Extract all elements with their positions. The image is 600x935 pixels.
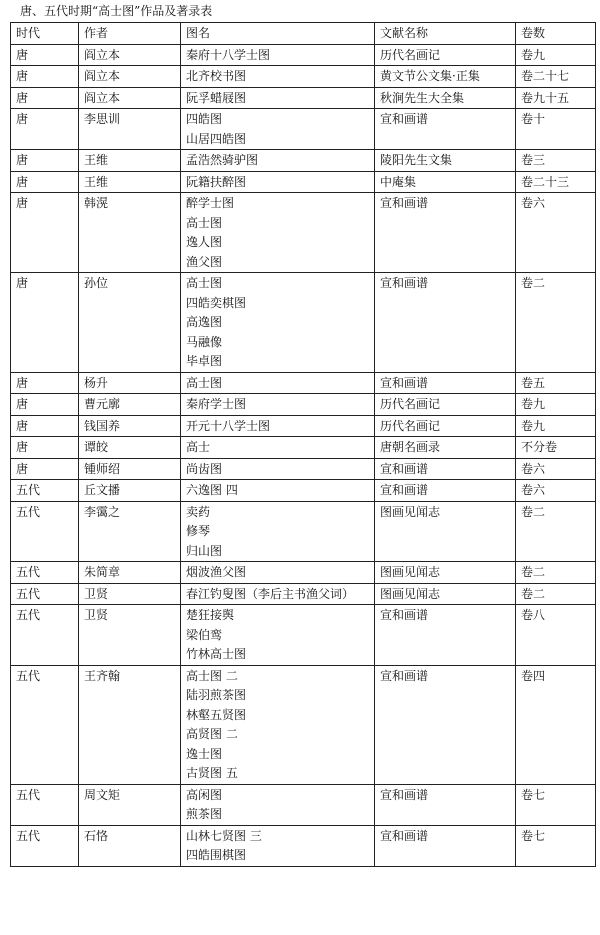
cell-source: 陵阳先生文集 (375, 150, 516, 172)
work-title: 高贤图 二 (186, 727, 238, 741)
table-row (11, 87, 596, 109)
cell-titles (181, 501, 375, 562)
cell-titles (181, 171, 375, 193)
table-header-row (11, 23, 596, 45)
cell-volume: 卷六 (516, 480, 596, 502)
work-title: 马融像 (186, 334, 223, 349)
cell-source: 历代名画记 (375, 394, 516, 416)
cell-source: 中庵集 (375, 171, 516, 193)
cell-era: 唐 (11, 394, 79, 416)
cell-source: 宣和画谱 (375, 825, 516, 866)
cell-titles (181, 437, 375, 459)
work-title: 渔父图 (186, 254, 223, 269)
table-caption: 唐、五代时期“高士图”作品及著录表 (20, 4, 213, 18)
cell-source: 宣和画谱 (375, 193, 516, 273)
cell-source: 宣和画谱 (375, 372, 516, 394)
cell-source: 唐朝名画录 (375, 437, 516, 459)
cell-volume: 卷九十五 (516, 87, 596, 109)
cell-era: 五代 (11, 825, 79, 866)
cell-titles (181, 150, 375, 172)
work-title: 高士图 (186, 215, 223, 230)
work-title: 归山图 (186, 543, 223, 558)
table-row (11, 273, 596, 373)
cell-era: 唐 (11, 193, 79, 273)
work-title: 逸人图 (186, 235, 223, 249)
header-volume: 卷数 (516, 23, 596, 45)
work-title: 尚齿图 (186, 461, 223, 476)
table-row (11, 415, 596, 437)
table-body (11, 44, 596, 866)
work-title: 六逸图 四 (186, 483, 238, 497)
cell-titles (181, 372, 375, 394)
work-title: 春江钓叟图（李后主书渔父词） (186, 586, 355, 601)
table-row (11, 437, 596, 459)
cell-author: 王维 (79, 150, 181, 172)
header-source: 文献名称 (375, 23, 516, 45)
cell-titles (181, 87, 375, 109)
cell-volume: 卷十 (516, 109, 596, 150)
cell-era: 唐 (11, 273, 79, 373)
cell-era: 五代 (11, 562, 79, 584)
cell-author: 卫贤 (79, 605, 181, 666)
work-title: 山居四皓图 (186, 131, 247, 146)
work-title: 北齐校书图 (186, 69, 247, 83)
work-title: 高士图 二 (186, 668, 238, 683)
cell-titles (181, 458, 375, 480)
work-title: 卖药 (186, 504, 211, 519)
header-era: 时代 (11, 23, 79, 45)
cell-volume: 卷二 (516, 273, 596, 373)
cell-titles (181, 109, 375, 150)
table-row (11, 150, 596, 172)
cell-source: 宣和画谱 (375, 784, 516, 825)
table-row (11, 372, 596, 394)
cell-author: 阎立本 (79, 44, 181, 66)
cell-volume: 卷二十三 (516, 171, 596, 193)
cell-titles (181, 273, 375, 373)
work-title: 阮孚蜡屐图 (186, 90, 247, 105)
cell-author: 曹元廓 (79, 394, 181, 416)
cell-era: 唐 (11, 372, 79, 394)
cell-author: 孙位 (79, 273, 181, 373)
work-title: 林壑五贤图 (186, 707, 247, 722)
cell-source: 宣和画谱 (375, 273, 516, 373)
work-title: 四皓图 (186, 112, 223, 126)
work-title: 高闲图 (186, 787, 223, 802)
work-title: 高士 (186, 440, 211, 454)
cell-author: 朱简章 (79, 562, 181, 584)
cell-source: 秋涧先生大全集 (375, 87, 516, 109)
cell-source: 宣和画谱 (375, 605, 516, 666)
cell-author: 丘文播 (79, 480, 181, 502)
work-title: 梁伯鸾 (186, 627, 223, 642)
cell-author: 卫贤 (79, 583, 181, 605)
cell-titles (181, 665, 375, 784)
cell-source: 宣和画谱 (375, 665, 516, 784)
cell-era: 唐 (11, 415, 79, 437)
table-row (11, 458, 596, 480)
cell-source: 历代名画记 (375, 415, 516, 437)
cell-source: 宣和画谱 (375, 480, 516, 502)
cell-titles (181, 66, 375, 88)
cell-volume: 卷二 (516, 562, 596, 584)
table-row (11, 562, 596, 584)
table-row (11, 665, 596, 784)
work-title: 孟浩然骑驴图 (186, 153, 259, 167)
cell-volume: 卷五 (516, 372, 596, 394)
cell-era: 五代 (11, 784, 79, 825)
work-title: 煎茶图 (186, 807, 223, 821)
cell-source: 宣和画谱 (375, 109, 516, 150)
cell-author: 阎立本 (79, 87, 181, 109)
cell-volume: 卷九 (516, 394, 596, 416)
cell-source: 图画见闻志 (375, 583, 516, 605)
cell-source: 历代名画记 (375, 44, 516, 66)
work-title: 逸士图 (186, 746, 223, 761)
work-title: 山林七贤图 三 (186, 828, 262, 843)
works-table (10, 22, 596, 867)
cell-era: 五代 (11, 605, 79, 666)
cell-source: 宣和画谱 (375, 458, 516, 480)
header-title: 图名 (181, 23, 375, 45)
work-title: 高逸图 (186, 315, 223, 329)
cell-author: 周文矩 (79, 784, 181, 825)
cell-era: 五代 (11, 583, 79, 605)
cell-volume: 卷四 (516, 665, 596, 784)
cell-era: 五代 (11, 665, 79, 784)
cell-titles (181, 784, 375, 825)
cell-author: 石恪 (79, 825, 181, 866)
work-title: 高士图 (186, 375, 223, 390)
table-row (11, 394, 596, 416)
table-row (11, 825, 596, 866)
cell-era: 唐 (11, 171, 79, 193)
cell-author: 王维 (79, 171, 181, 193)
work-title: 古贤图 五 (186, 766, 238, 780)
table-row (11, 44, 596, 66)
work-title: 陆羽煎茶图 (186, 688, 247, 702)
cell-source: 图画见闻志 (375, 562, 516, 584)
cell-era: 唐 (11, 87, 79, 109)
cell-volume: 卷九 (516, 44, 596, 66)
cell-volume: 卷三 (516, 150, 596, 172)
cell-author: 韩滉 (79, 193, 181, 273)
header-author: 作者 (79, 23, 181, 45)
cell-titles (181, 480, 375, 502)
work-title: 烟波渔父图 (186, 565, 247, 579)
cell-volume: 卷六 (516, 193, 596, 273)
cell-volume: 不分卷 (516, 437, 596, 459)
cell-volume: 卷八 (516, 605, 596, 666)
work-title: 高士图 (186, 276, 223, 290)
table-row (11, 171, 596, 193)
cell-era: 五代 (11, 501, 79, 562)
table-row (11, 583, 596, 605)
cell-source: 黄文节公文集·正集 (375, 66, 516, 88)
table-row (11, 605, 596, 666)
cell-author: 锺师绍 (79, 458, 181, 480)
table-row (11, 480, 596, 502)
cell-titles (181, 562, 375, 584)
cell-volume: 卷二 (516, 501, 596, 562)
work-title: 开元十八学士图 (186, 418, 271, 433)
cell-author: 谭皎 (79, 437, 181, 459)
cell-titles (181, 415, 375, 437)
cell-titles (181, 605, 375, 666)
cell-author: 李霭之 (79, 501, 181, 562)
cell-author: 阎立本 (79, 66, 181, 88)
table-row (11, 109, 596, 150)
cell-volume: 卷九 (516, 415, 596, 437)
cell-era: 唐 (11, 437, 79, 459)
cell-volume: 卷七 (516, 825, 596, 866)
cell-author: 李思训 (79, 109, 181, 150)
cell-volume: 卷二 (516, 583, 596, 605)
cell-titles (181, 583, 375, 605)
work-title: 阮籍扶醉图 (186, 174, 247, 189)
cell-era: 唐 (11, 66, 79, 88)
cell-era: 唐 (11, 44, 79, 66)
cell-titles (181, 193, 375, 273)
cell-volume: 卷六 (516, 458, 596, 480)
table-row (11, 66, 596, 88)
work-title: 秦府十八学士图 (186, 47, 271, 62)
work-title: 四皓围棋图 (186, 848, 247, 862)
cell-titles (181, 825, 375, 866)
cell-titles (181, 44, 375, 66)
work-title: 楚狂接舆 (186, 608, 235, 622)
table-row (11, 193, 596, 273)
table-row (11, 501, 596, 562)
cell-source: 图画见闻志 (375, 501, 516, 562)
work-title: 醉学士图 (186, 196, 235, 210)
work-title: 四皓奕棋图 (186, 295, 247, 310)
cell-titles (181, 394, 375, 416)
cell-era: 唐 (11, 150, 79, 172)
cell-era: 唐 (11, 458, 79, 480)
work-title: 竹林高士图 (186, 647, 247, 661)
cell-era: 唐 (11, 109, 79, 150)
work-title: 秦府学士图 (186, 397, 247, 411)
table-row (11, 784, 596, 825)
cell-volume: 卷二十七 (516, 66, 596, 88)
work-title: 毕卓图 (186, 354, 223, 368)
cell-volume: 卷七 (516, 784, 596, 825)
work-title: 修琴 (186, 524, 211, 538)
cell-era: 五代 (11, 480, 79, 502)
cell-author: 王齐翰 (79, 665, 181, 784)
cell-author: 杨升 (79, 372, 181, 394)
cell-author: 钱国养 (79, 415, 181, 437)
